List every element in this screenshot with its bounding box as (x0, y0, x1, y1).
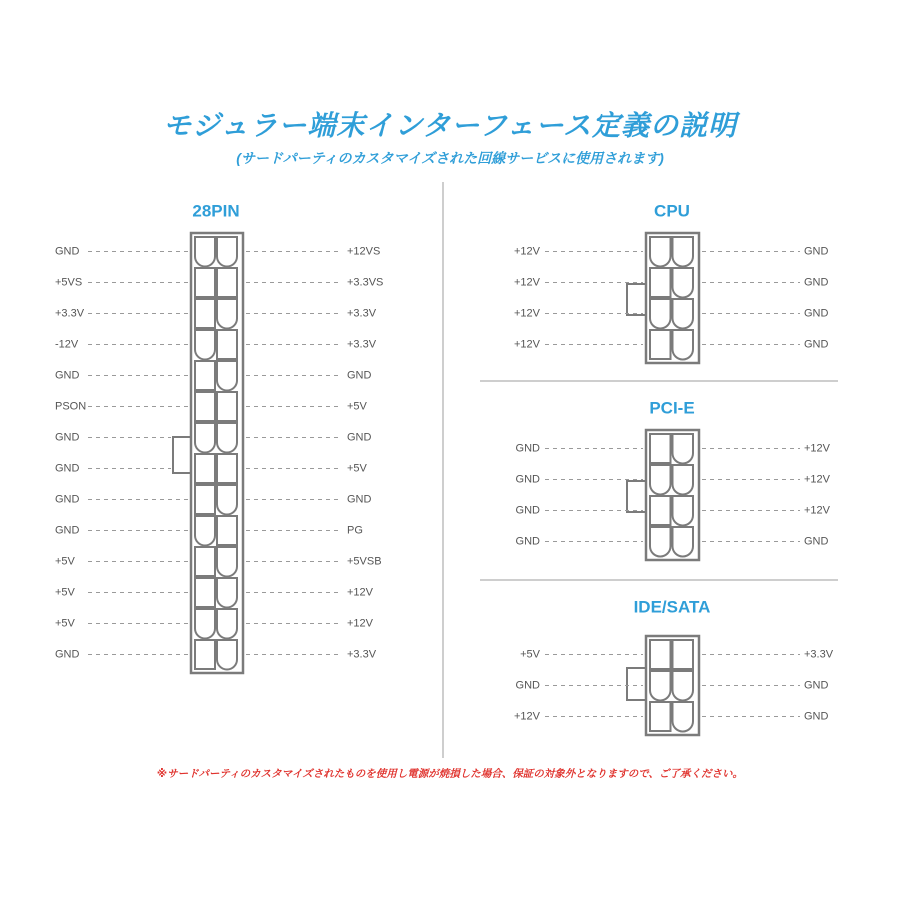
cpu-title: CPU (654, 201, 690, 221)
pin28-right-label: +5V (347, 400, 367, 413)
sata-left-label: GND (515, 679, 540, 692)
pin28-left-label: GND (55, 462, 80, 475)
cpu-right-label: GND (804, 276, 829, 289)
pcie-right-label: GND (804, 535, 829, 548)
pin28-left-label: GND (55, 431, 80, 444)
pin28-left-label: PSON (55, 400, 87, 413)
pin28-left-label: GND (55, 648, 80, 661)
cpu-right-label: GND (804, 338, 829, 351)
sata-left-label: +12V (514, 710, 540, 723)
pin28-right-label: +5VSB (347, 555, 382, 568)
pin28-right-label: +12VS (347, 245, 381, 258)
pin28-right-label: +3.3V (347, 307, 377, 320)
pin28-right-label: GND (347, 369, 372, 382)
pcie-left-label: GND (515, 473, 540, 486)
cpu-left-label: +12V (514, 338, 540, 351)
pin28-left-label: GND (55, 524, 80, 537)
pin28-right-label: +3.3VS (347, 276, 384, 289)
pin28-right-label: +3.3V (347, 338, 377, 351)
page-subtitle: (サードパーティのカスタマイズされた回線サービスに使用されます) (236, 150, 664, 166)
pin28-right-label: GND (347, 493, 372, 506)
cpu-left-label: +12V (514, 245, 540, 258)
pin28-latch (173, 437, 191, 473)
warranty-note: ※サードパーティのカスタマイズされたものを使用し電源が焼損した場合、保証の対象外となりますので、ご了承ください。 (156, 768, 744, 780)
pin28-left-label: +5V (55, 586, 75, 599)
pin28-right-label: +5V (347, 462, 367, 475)
pin28-left-label: GND (55, 245, 80, 258)
pin28-title: 28PIN (192, 201, 240, 221)
sata-latch (627, 668, 646, 700)
pin28-left-label: +5V (55, 617, 75, 630)
cpu-right-label: GND (804, 245, 829, 258)
pcie-latch (627, 481, 646, 512)
sata-right-label: GND (804, 710, 829, 723)
pcie-left-label: GND (515, 442, 540, 455)
sata-right-label: +3.3V (804, 648, 834, 661)
pin28-left-label: +5V (55, 555, 75, 568)
pcie-left-label: GND (515, 535, 540, 548)
cpu-left-label: +12V (514, 276, 540, 289)
sata-title: IDE/SATA (633, 597, 711, 617)
pin28-right-label: PG (347, 524, 363, 537)
pin28-left-label: +3.3V (55, 307, 85, 320)
sata-right-label: GND (804, 679, 829, 692)
pin28-right-label: +12V (347, 586, 373, 599)
pin28-left-label: -12V (55, 338, 79, 351)
page-title: モジュラー端末インターフェース定義の説明 (162, 110, 738, 141)
pcie-right-label: +12V (804, 442, 830, 455)
cpu-left-label: +12V (514, 307, 540, 320)
pcie-left-label: GND (515, 504, 540, 517)
cpu-latch (627, 284, 646, 315)
pcie-title: PCI-E (649, 398, 695, 418)
pin28-left-label: GND (55, 493, 80, 506)
pin28-right-label: +3.3V (347, 648, 377, 661)
pin28-right-label: GND (347, 431, 372, 444)
cpu-right-label: GND (804, 307, 829, 320)
pcie-right-label: +12V (804, 504, 830, 517)
sata-left-label: +5V (520, 648, 540, 661)
pin28-right-label: +12V (347, 617, 373, 630)
pin28-left-label: GND (55, 369, 80, 382)
pcie-right-label: +12V (804, 473, 830, 486)
pin28-left-label: +5VS (55, 276, 83, 289)
